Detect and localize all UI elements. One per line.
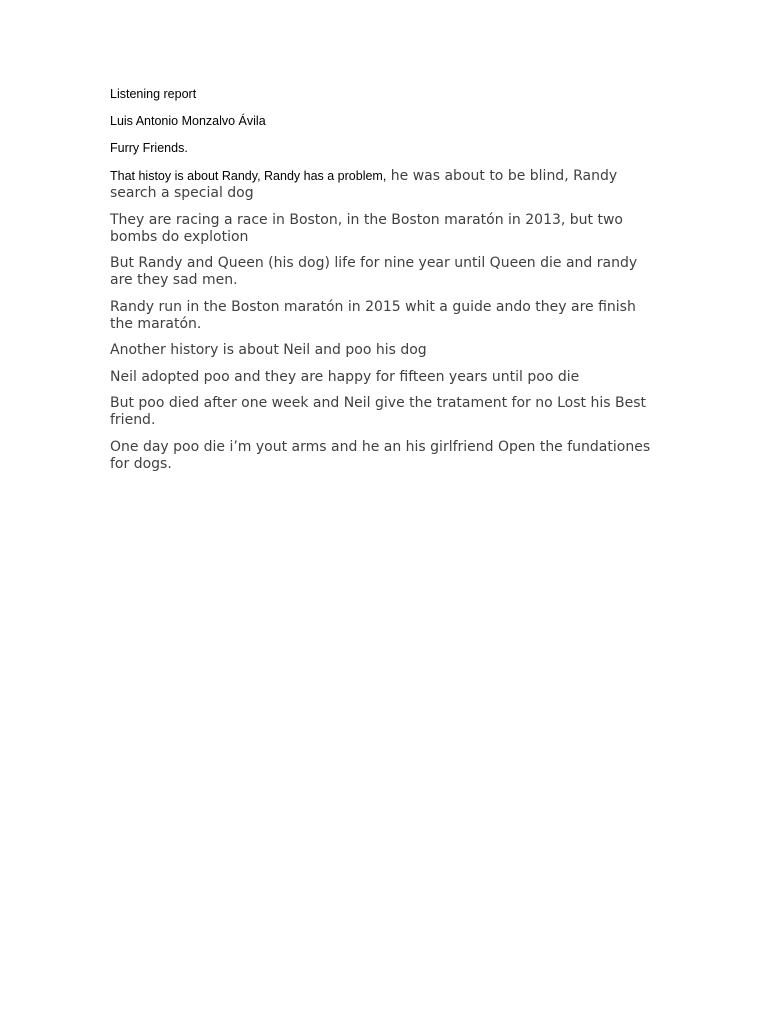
paragraph: Randy run in the Boston maratón in 2015 whit a guide ando they are finish the maratón. [110, 298, 636, 332]
paragraph: But poo died after one week and Neil give the tratament for no Lost his Best friend. [110, 395, 646, 428]
document-body [110, 86, 662, 482]
paragraph-intro [110, 168, 662, 202]
paragraph: Neil adopted poo and they are happy for fifteen years until poo die [110, 368, 580, 385]
paragraph-intro-lead: That histoy is about Randy, Randy has a problem, [110, 169, 387, 183]
report-subject: Furry Friends. [110, 141, 188, 155]
report-heading: Listening report [110, 87, 197, 101]
paragraph: But Randy and Queen (his dog) life for nine year until Queen die and randy are they sad men. [110, 255, 638, 288]
paragraph: Another history is about Neil and poo his dog [110, 342, 427, 358]
paragraph-intro-rest: he was about to be blind, Randy search a special dog [110, 168, 618, 201]
paragraph: They are racing a race in Boston, in the Boston maratón in 2013, but two bombs do explotion [110, 211, 623, 245]
paragraph: One day poo die i’m yout arms and he an his girlfriend Open the fundationes for dogs. [110, 438, 651, 472]
author-name: Luis Antonio Monzalvo Ávila [110, 114, 266, 128]
